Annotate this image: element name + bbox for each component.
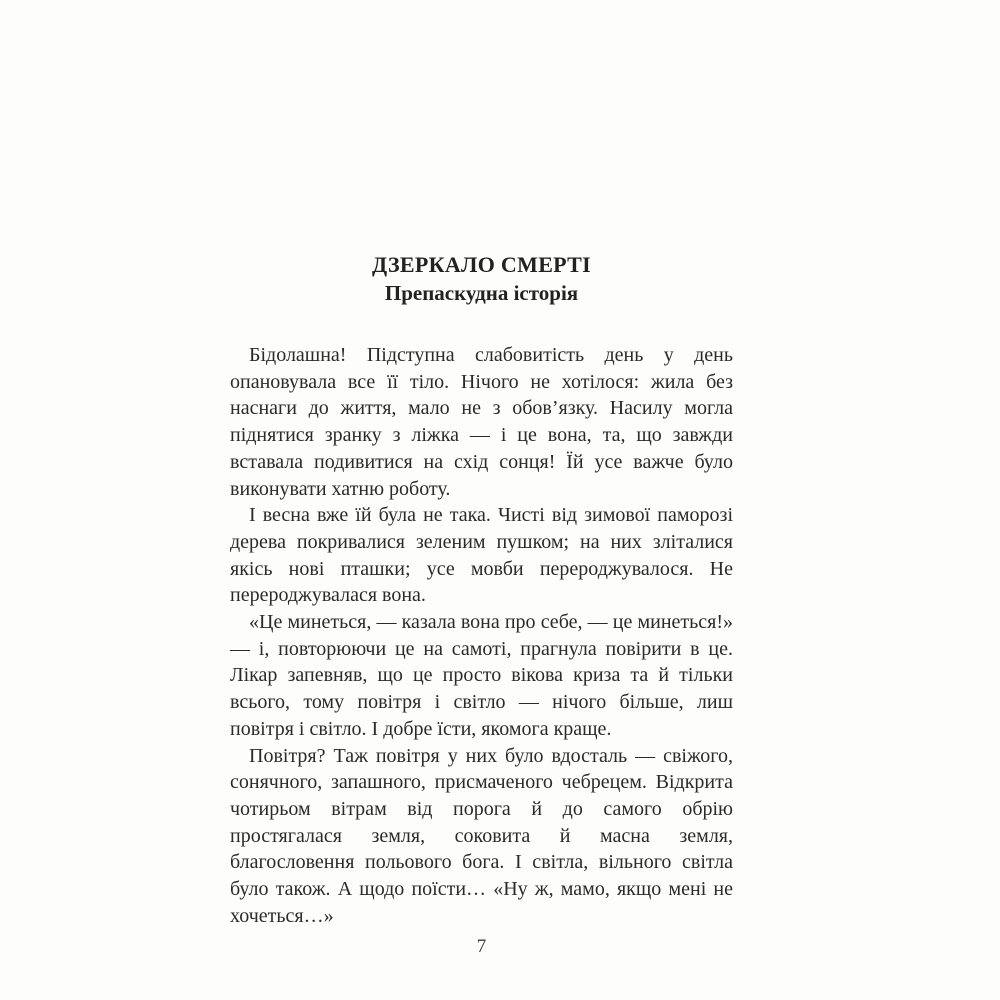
- paragraph: Бідолашна! Підступна слабовитість день у день опановувала все її тіло. Нічого не хотілося: жила без наснаги до життя, мало не з обов’язку. Насилу могла піднятися зранку з ліжка — і це вона, та, що завжди вставала подивитися на схід сонця! Їй усе важче було виконувати хатню роботу.: [230, 344, 733, 500]
- chapter-subtitle: Препаскудна історія: [384, 281, 579, 305]
- page-number: 7: [476, 936, 487, 957]
- paragraph: «Це минеться, — казала вона про себе, — це минеться!» — і, повторюючи це на самоті, прагнула повірити в це. Лікар запевняв, що це просто вікова криза та й тільки всього, тому повітря і світло — нічого більше, лиш повітря і світло. І добре їсти, якомога краще.: [230, 611, 733, 740]
- paragraph: Повітря? Таж повітря у них було вдосталь — свіжого, сонячного, запашного, присмаченого чебрецем. Відкрита чотирьом вітрам від порога й до самого обрію простягалася земля, соковита й масна земля, благословення польового бога. І світла, вільного світла було також. А щодо поїсти… «Ну ж, мамо, якщо мені не хочеться…»: [230, 744, 733, 927]
- text-block: [230, 250, 733, 929]
- paragraph: І весна вже їй була не така. Чисті від зимової паморозі дерева покривалися зеленим пушком; на них зліталися якісь нові пташки; усе мовби перероджувалося. Не перероджувалася вона.: [230, 504, 733, 607]
- body-text: [230, 342, 733, 929]
- chapter-title: ДЗЕРКАЛО СМЕРТІ: [371, 252, 592, 277]
